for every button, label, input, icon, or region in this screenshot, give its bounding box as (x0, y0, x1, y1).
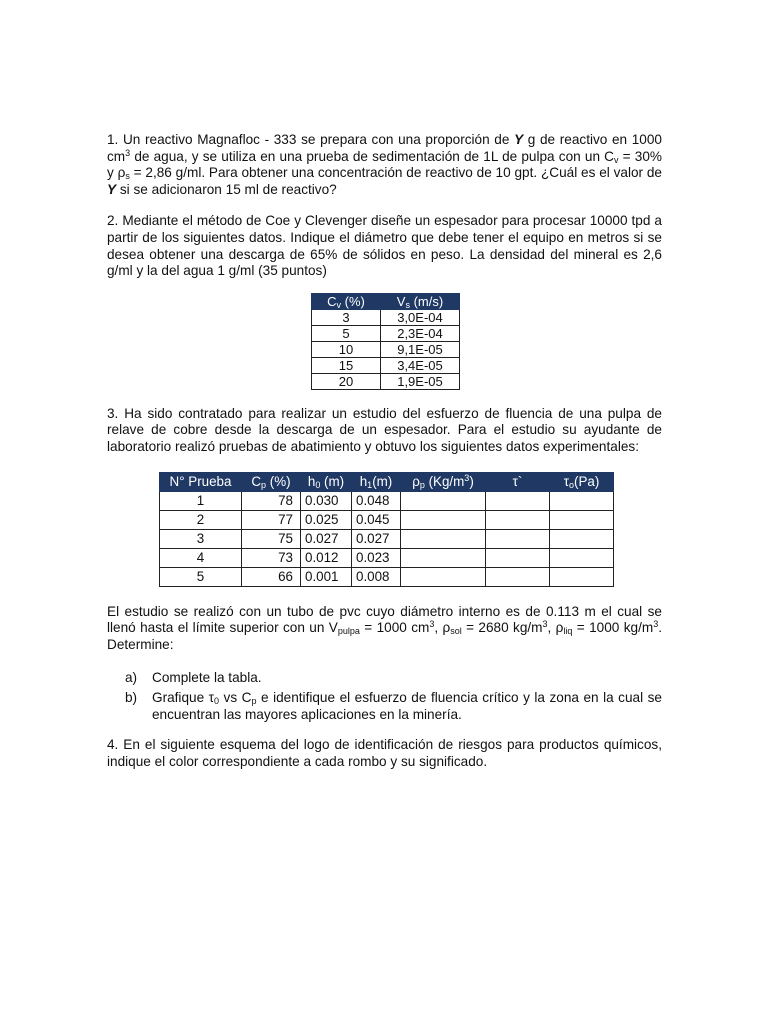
empty-cell (550, 567, 614, 586)
empty-cell (401, 529, 486, 548)
question-1: 1. Un reactivo Magnafloc - 333 se prepara con una proporción de Y g de reactivo en 1000 $cm^3$ de agua, y se utiliza en una prueba de sedimentación de 1L de pulpa con un $C_v = 30\%$ y $\rho_s = 2,86$ g/ml. Para obtener una concentración de reactivo de 10 gpt. ¿Cuál es el valor de Y si se adicionaron 15 ml de reactivo? (107, 132, 662, 197)
list-item: b) Grafique $\tau_0$ vs $C_p$ e identifique el esfuerzo de fluencia crítico y la zona en la cual se encuentran las mayores aplicaciones en la minería. (125, 689, 662, 722)
empty-cell (401, 567, 486, 586)
table-row: 3 75 0.027 0.027 (160, 529, 614, 548)
table-row: 15 3,4E-05 (312, 357, 460, 373)
question-3: 3. Ha sido contratado para realizar un estudio del esfuerzo de fluencia de una pulpa de relave de cobre desde la descarga de un espesador. Para el estudio su ayudante de laboratorio realizó pruebas de abatimiento y obtuvo los siguientes datos experimentales: (107, 405, 662, 454)
header-vs: $V_s$ (m/s) (381, 293, 460, 309)
header-cv: $C_v$ (%) (312, 293, 381, 309)
table-row: 4 73 0.012 0.023 (160, 548, 614, 567)
empty-cell (486, 529, 550, 548)
table-row: 3 3,0E-04 (312, 309, 460, 325)
table-row: 1 78 0.030 0.048 (160, 491, 614, 510)
table-row: 2 77 0.025 0.045 (160, 510, 614, 529)
header-rho: $\rho_p$ $(Kg/m^3)$ (401, 472, 486, 491)
variable-y: Y (107, 181, 117, 197)
empty-cell (550, 529, 614, 548)
table-row: 20 1,9E-05 (312, 373, 460, 389)
table-row: 10 9,1E-05 (312, 341, 460, 357)
table-header-row (160, 472, 614, 491)
variable-y: Y (514, 132, 524, 147)
empty-cell (486, 510, 550, 529)
settling-table (311, 293, 460, 390)
header-prueba: N° Prueba (160, 472, 242, 491)
empty-cell (486, 567, 550, 586)
empty-cell (401, 491, 486, 510)
question-2: 2. Mediante el método de Coe y Clevenger diseñe un espesador para procesar 10000 tpd a partir de los siguientes datos. Indique el diámetro que debe tener el equipo en metros si se desea obtener una descarga de 65% de sólidos en peso. La densidad del mineral es 2,6 g/ml y la del agua 1 g/ml (35 puntos) (107, 213, 662, 279)
empty-cell (550, 548, 614, 567)
question-3-items (107, 670, 662, 723)
header-tau0: $\tau_o(Pa)$ (550, 472, 614, 491)
document-page (107, 132, 662, 770)
empty-cell (401, 548, 486, 567)
empty-cell (550, 510, 614, 529)
table-row: 5 66 0.001 0.008 (160, 567, 614, 586)
question-3-conditions: El estudio se realizó con un tubo de pvc cuyo diámetro interno es de 0.113 m el cual se llenó hasta el límite superior con un $V_{pulpa} = 1000$ $cm^3$, $\rho_{sol} = 2680$ $kg/m^3$, $\rho_{liq} = 1000$ $kg/m^3$. Determine: (107, 603, 662, 652)
question-4: 4. En el siguiente esquema del logo de identificación de riesgos para productos químicos, indique el color correspondiente a cada rombo y su significado. (107, 737, 662, 769)
header-tau: τ` (486, 472, 550, 491)
header-h0: $h_0$ (m) (301, 472, 352, 491)
empty-cell (486, 491, 550, 510)
empty-cell (401, 510, 486, 529)
list-item: a) Complete la tabla. (125, 670, 262, 686)
table-header-row (312, 293, 460, 309)
table-row: 5 2,3E-04 (312, 325, 460, 341)
header-cp: $C_p$ (%) (242, 472, 301, 491)
empty-cell (550, 491, 614, 510)
empty-cell (486, 548, 550, 567)
header-h1: $h_1(m)$ (352, 472, 401, 491)
slump-test-table (159, 472, 614, 587)
